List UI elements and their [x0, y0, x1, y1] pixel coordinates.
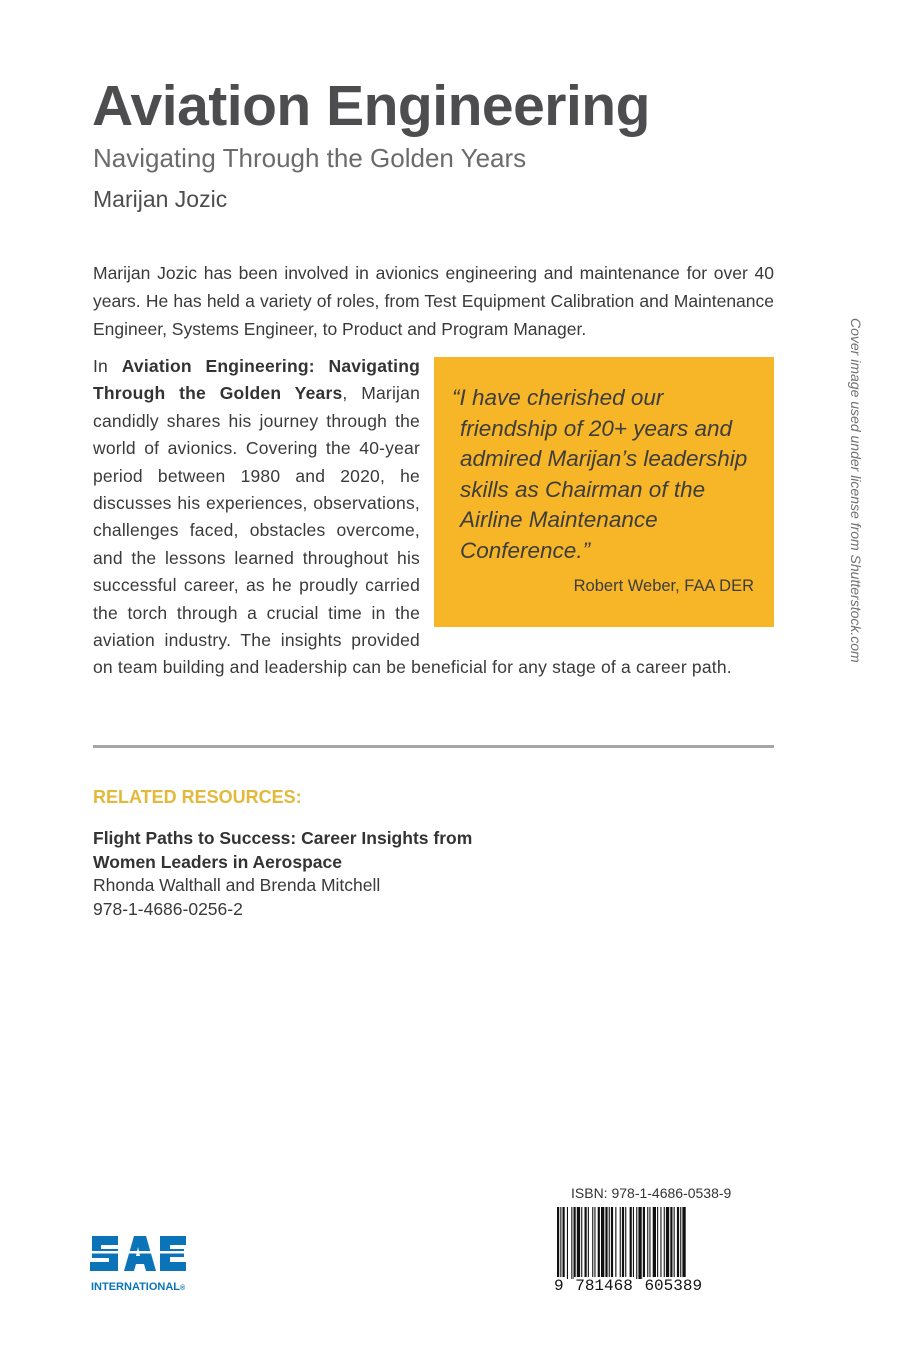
description-book-title: Aviation Engineering: Navigating Through the Golden Years	[93, 356, 420, 404]
image-credit: Cover image used under license from Shutterstock.com	[848, 318, 864, 663]
barcode-bar	[567, 1207, 568, 1279]
barcode-bar	[664, 1207, 665, 1279]
barcode-bar	[615, 1207, 616, 1279]
barcode-bar	[647, 1207, 648, 1279]
section-divider	[93, 745, 774, 748]
barcode-bar	[594, 1207, 595, 1279]
barcode-bar	[660, 1207, 661, 1279]
barcode-digit-group1: 781468	[575, 1277, 633, 1295]
sae-logo-wordmark: INTERNATIONAL®	[91, 1281, 186, 1293]
barcode-bar	[563, 1207, 565, 1279]
barcode-bar	[598, 1207, 600, 1279]
barcode-bar	[592, 1207, 593, 1279]
barcode-bar	[649, 1207, 650, 1279]
barcode-digits	[553, 1277, 735, 1295]
barcode-bar	[601, 1207, 604, 1279]
quote-attribution: Robert Weber, FAA DER	[573, 577, 754, 595]
isbn-label: ISBN: 978-1-4686-0538-9	[571, 1185, 732, 1201]
barcode-bar	[657, 1207, 658, 1279]
sae-international-logo	[90, 1228, 194, 1298]
barcode-bar	[633, 1207, 634, 1279]
related-book-authors: Rhonda Walthall and Brenda Mitchell	[93, 875, 381, 895]
barcode-bar	[588, 1207, 589, 1279]
barcode-bar	[643, 1207, 645, 1279]
barcode-bar	[674, 1207, 675, 1279]
barcode-bar	[666, 1207, 669, 1279]
quote-box	[434, 357, 774, 627]
description-intro: In	[93, 356, 122, 376]
barcode-bar	[577, 1207, 580, 1279]
barcode-bar	[670, 1207, 672, 1279]
barcode-bar	[571, 1207, 572, 1279]
sae-logo-mark	[90, 1236, 188, 1271]
barcode-bar	[630, 1207, 632, 1279]
bio-paragraph: Marijan Jozic has been involved in avionics engineering and maintenance for over 40 years. He has held a variety of roles, from Test Equipment Calibration and Maintenance Engineer, Systems Engineer, to Product and Program Manager.	[93, 263, 774, 339]
barcode-digit-prefix: 9	[554, 1277, 564, 1295]
barcode-digit-group2: 605389	[644, 1277, 703, 1295]
barcode-bar	[581, 1207, 582, 1279]
related-book-isbn: 978-1-4686-0256-2	[93, 899, 243, 919]
barcode-bar	[677, 1207, 679, 1279]
barcode-bar	[636, 1207, 637, 1279]
book-title: Aviation Engineering	[92, 74, 650, 138]
barcode-bar	[585, 1207, 587, 1279]
related-resources-heading: RELATED RESOURCES:	[93, 787, 302, 807]
barcode-bar	[574, 1207, 576, 1279]
barcode-bar	[609, 1207, 610, 1279]
description-block	[93, 353, 774, 682]
barcode-bar	[625, 1207, 626, 1279]
barcode-bar	[680, 1207, 681, 1279]
barcode-bar	[638, 1207, 641, 1279]
barcode-bar	[611, 1207, 613, 1279]
barcode-bar	[605, 1207, 607, 1279]
barcode-bar	[653, 1207, 656, 1279]
related-book-title: Flight Paths to Success: Career Insights from Women Leaders in Aerospace	[93, 828, 473, 872]
barcode-bar	[620, 1207, 621, 1279]
book-subtitle: Navigating Through the Golden Years	[93, 143, 527, 173]
quote-text: “I have cherished our friendship of 20+ years and admired Marijan’s leadership skills as Chairman of the Airline Maintenance Conference.”	[452, 385, 748, 563]
book-author: Marijan Jozic	[93, 186, 228, 212]
description-text: , Marijan candidly shares his journey through the world of avionics. Covering the 40-year period between 1980 and 2020, he discusses his experiences, observations, challenges faced, obstacles overcome, and the lessons learned throughout his successful career, as he proudly carried the torch through a crucial time in the aviation industry. The insights provided on team building and leadership can be beneficial for any stage of a career path.	[93, 383, 732, 678]
